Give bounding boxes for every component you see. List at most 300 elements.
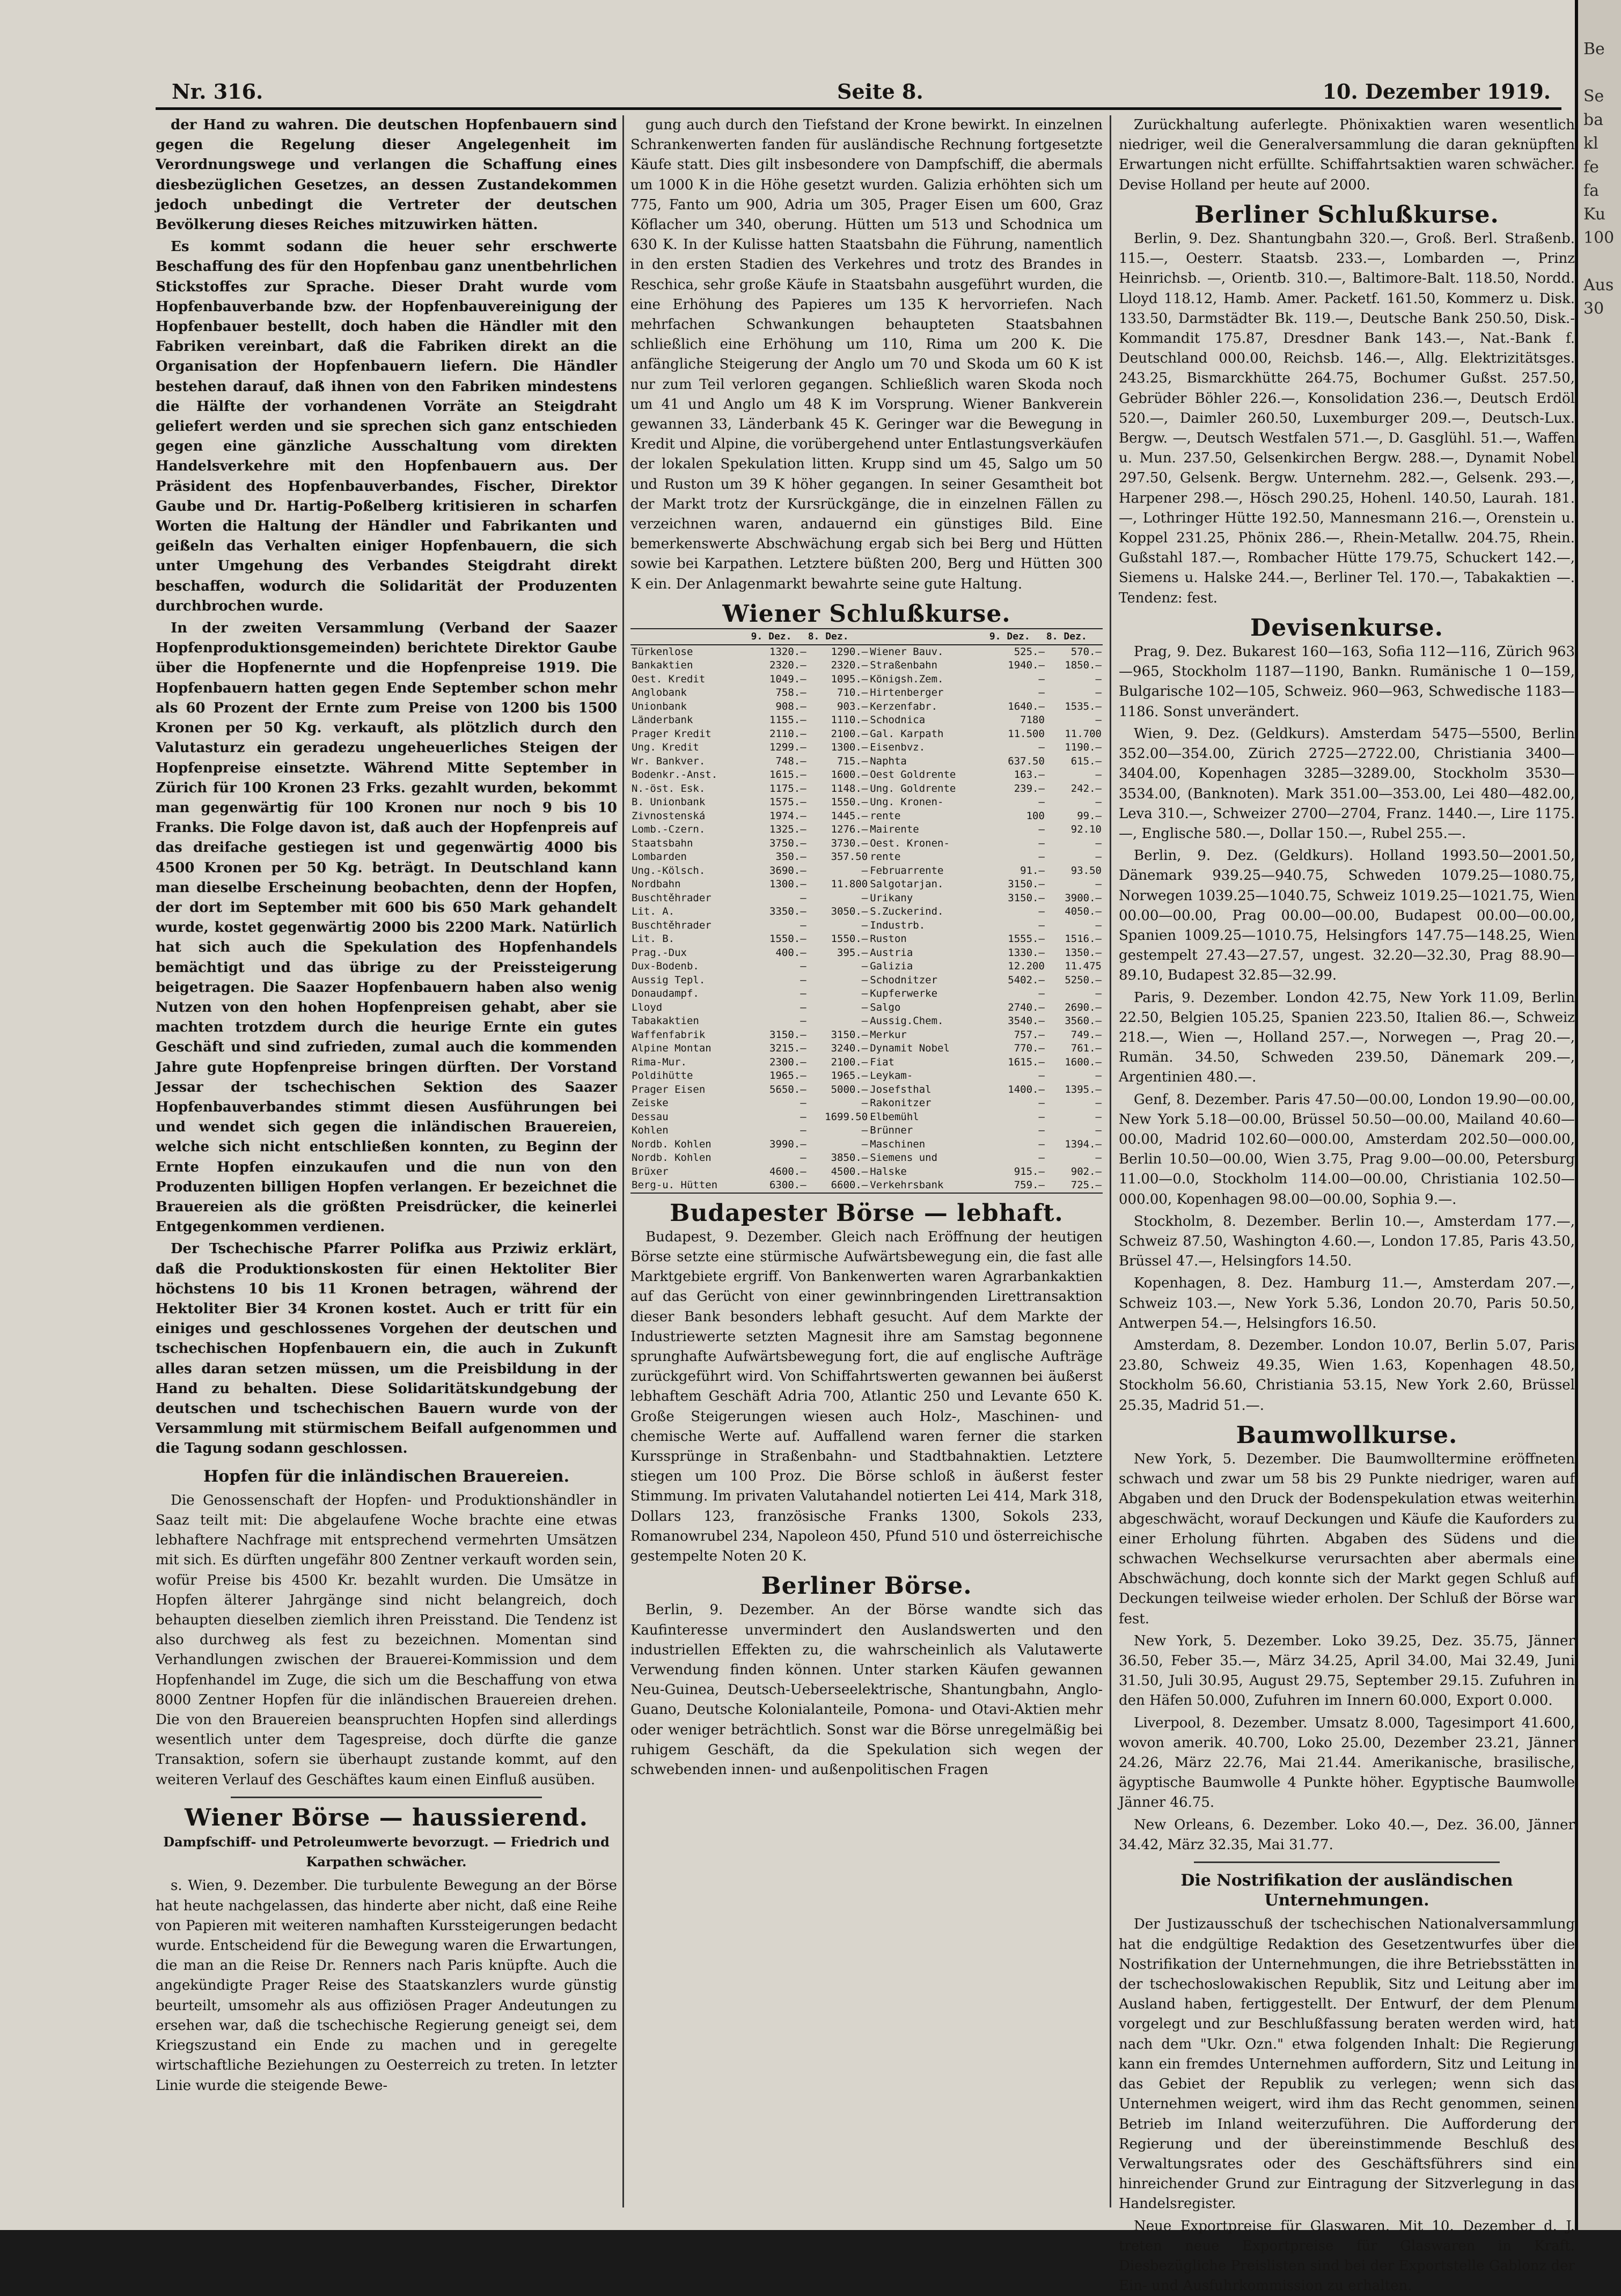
paragraph: Der Tschechische Pfarrer Polifka aus Prziwiz erklärt, daß die Produktionskosten für einen Hektoliter Bier höchstens 10 bis 11 Kronen betragen, während der Hektoliter Bier 34 Kronen kostet. Auch er tritt für ein einiges und geschlossenes Vorgehen der deutschen und tschechischen Hopfenbauern ein, die auch in Zukunft alles daran setzen müssen, um die Preisbildung in der Hand zu behalten. Diese Solidaritätskundgebung der deutschen und tschechischen Bauern wurde von der Versammlung mit stürmischem Beifall aufgenommen und die Tagung sodann geschlossen. xyxy=(156,1241,617,1457)
table-cell: 1850.— xyxy=(1065,659,1102,672)
table-cell: 1320.— xyxy=(769,645,806,658)
paragraph: New York, 5. Dezember. Die Baumwolltermine eröffneten schwach und zwar um 58 bis 29 Punkte niedriger, waren auf Abgaben und den Druck der Bodenspekulation etwas weiterhin abgeschwächt, worauf Deckungen und Käufe die Kauforders zu einer Erholung führten. Abgaben des Südens und die schwachen Wechselkurse verursachten aber abermals eine Abschwächung, doch konnte sich der Markt gegen Schluß auf Deckungen teilweise wieder erholen. Der Schluß der Börse war fest. xyxy=(1119,1451,1575,1627)
table-row xyxy=(630,987,1103,1001)
section-title: Baumwollkurse. xyxy=(1236,1421,1458,1449)
table-cell: 400.— xyxy=(775,946,806,959)
table-cell: Prag.-Dux xyxy=(632,946,687,959)
table-row xyxy=(630,686,1103,700)
table-cell: Aussig Tepl. xyxy=(632,974,706,986)
table-row xyxy=(630,1097,1103,1110)
table-cell: 1395.— xyxy=(1065,1083,1102,1095)
table-cell: 3850.— xyxy=(831,1152,868,1164)
table-cell: 3150.— xyxy=(1008,892,1045,904)
table-cell: Nordb. Kohlen xyxy=(632,1152,712,1164)
table-cell: Lit. B. xyxy=(632,933,675,945)
table-cell: 1940.— xyxy=(1008,659,1045,672)
table-cell: — xyxy=(800,1015,806,1027)
table-cell: 3150.— xyxy=(1008,878,1045,891)
table-cell: — xyxy=(861,1138,868,1150)
table-row xyxy=(630,1028,1103,1042)
paragraph: Die Genossenschaft der Hopfen- und Produktionshändler in Saaz teilt mit: Die abgelaufene Woche brachte eine etwas lebhaftere Nachfrage mit entsprechend vermehrten Umsätzen mit sich. Es dürften ungefähr 800 Zentner verkauft worden sein, wofür Preise bis 4500 Kr. bezahlt wurden. Die Umsätze in Hopfen älterer Jahrgänge sind nicht belangreich, doch behaupten dieselben ziemlich ihren Preisstand. Die Tendenz ist also durchweg als fest zu bezeichnen. Momentan sind Verhandlungen zwischen der Brauerei-Kommission und dem Hopfenhandel im Zuge, die sich um die Beschaffung von etwa 8000 Zentner Hopfen für die inländischen Brauereien drehen. Die von den Brauereien beanspruchten Hopfen sind allerdings wesentlich unter dem Tagespreise, doch dürfte die ganze Transaktion, sofern sie überhaupt zustande kommt, auf den weiteren Verlauf des Geschäftes kaum einen Einfluß ausüben. xyxy=(156,1492,617,1788)
table-cell: Bankaktien xyxy=(632,659,693,672)
table-cell: Buschtěhrader xyxy=(632,892,712,904)
table-cell: — xyxy=(1038,851,1045,863)
table-cell: — xyxy=(1095,1124,1102,1137)
table-cell: 3150.— xyxy=(831,1028,868,1041)
section-title: Budapester Börse — lebhaft. xyxy=(670,1199,1063,1227)
column-1 xyxy=(156,115,617,2207)
table-cell: — xyxy=(1038,1110,1045,1123)
table-cell: Dessau xyxy=(632,1110,669,1123)
table-cell: Mairente xyxy=(870,823,919,836)
table-cell: — xyxy=(861,1097,868,1109)
table-cell: 1615.— xyxy=(769,769,806,781)
table-cell: 748.— xyxy=(775,755,806,767)
table-cell: 5250.— xyxy=(1065,974,1102,986)
table-cell: — xyxy=(1038,687,1045,699)
table-cell: — xyxy=(1038,673,1045,685)
table-cell: 2100.— xyxy=(831,1056,868,1068)
table-cell: — xyxy=(861,1001,868,1013)
table-cell: Oest Goldrente xyxy=(870,769,956,781)
table-body xyxy=(630,645,1103,1193)
table-cell: Gal. Karpath xyxy=(870,727,944,740)
table-cell: Brünner xyxy=(870,1124,913,1137)
table-cell: Buschtěhrader xyxy=(632,919,712,931)
table-cell: 3050.— xyxy=(831,906,868,918)
table-cell: 395.— xyxy=(837,946,868,959)
paragraph: gung auch durch den Tiefstand der Krone bewirkt. In einzelnen Schrankenwerten fanden für ausländische Rechnung fortgesetzte Käufe statt. Dies gilt insbesondere von Dampfschiff, die abermals um 1000 K in die Höhe gesetzt wurden. Galizia erhöhten sich um 775, Fanto um 900, Adria um 305, Prager Eisen um 600, Graz Köflacher um 340, oberung. Hütten um 513 und Schodnica um 630 K. In der Kulisse hatten Staatsbahn die Führung, namentlich in den ersten Stadien des Verkehres und trotz des Brandes in Reschica, sehr große Käufe in Staatsbahn ausgeführt wurden, die eine Erhöhung des Papieres um 135 K hervorriefen. Nach mehrfachen Schwankungen behaupteten Staatsbahnen schließlich eine Erhöhung um 110, Rima um 200 K. Die anfängliche Steigerung der Anglo um 70 und Skoda um 60 K ist nur zum Teil verloren gegangen. Schließlich waren Skoda noch um 41 und Anglo um 48 K im Vorsprung. Wiener Bankverein gewannen 33, Länderbank 45 K. Geringer war die Bewegung in Kredit und Alpine, die vorübergehend unter Entlastungsverkäufen der lokalen Spekulation litten. Krupp sind um 45, Salgo um 50 und Ruston um 39 K höher gegangen. In seiner Gesamtheit bot der Markt trotz der Kursrückgänge, die in einzelnen Fällen zu verzeichnen waren, andauernd ein günstiges Bild. Eine bemerkenswerte Abschwächung ergab sich bei Berg und Hütten sowie bei Karpathen. Letztere büßten 200, Berg und Hütten 300 K ein. Der Anlagenmarkt bewahrte seine gute Haltung. xyxy=(630,117,1103,592)
paragraph: Berlin, 9. Dezember. An der Börse wandte sich das Kaufinteresse unvermindert den Auslandswerten und den industriellen Effekten zu, die wahrscheinlich als Valutawerte Verwendung finden können. Unter starken Käufen gewannen Neu-Guinea, Deutsch-Ueberseelektrische, Shantungbahn, Anglo-Guano, Deutsche Kolonialanteile, Pomona- und Otavi-Aktien mehr oder weniger beträchtlich. Sonst war die Börse unregelmäßig bei ruhigem Geschäft, da die Spekulation sich wegen der schwebenden innen- und außenpolitischen Fragen xyxy=(630,1602,1103,1778)
section-title: Wiener Börse — haussierend. xyxy=(185,1804,588,1831)
table-row xyxy=(630,864,1103,878)
table-cell: — xyxy=(1038,1124,1045,1137)
table-cell: 1445.— xyxy=(831,810,868,822)
table-row xyxy=(630,919,1103,933)
table-cell: — xyxy=(1038,1138,1045,1150)
issue-number: Nr. 316. xyxy=(172,79,263,104)
table-cell: — xyxy=(1038,741,1045,754)
table-cell: — xyxy=(1038,1152,1045,1164)
table-cell: B. Unionbank xyxy=(632,796,706,808)
table-cell: 1535.— xyxy=(1065,700,1102,712)
table-cell: 1400.— xyxy=(1008,1083,1045,1095)
table-cell: 3350.— xyxy=(769,906,806,918)
table-cell: 4050.— xyxy=(1065,906,1102,918)
table-cell: 93.50 xyxy=(1070,864,1102,877)
table-cell: 749.— xyxy=(1070,1028,1102,1041)
paragraph: Liverpool, 8. Dezember. Umsatz 8.000, Tagesimport 41.600, wovon amerik. 40.700, Loko 25.00, Dezember 23.21, Jänner 24.26, März 22.76, Mai 21.44. Amerikanische, brasilische, ägyptische Baumwolle 4 Punkte höher. Egyptische Baumwolle Jänner 46.75. xyxy=(1119,1714,1575,1811)
table-cell: — xyxy=(1038,796,1045,808)
table-cell: Siemens und xyxy=(870,1152,938,1164)
table-cell: Anglobank xyxy=(632,687,687,699)
table-cell: Schodnitzer xyxy=(870,974,938,986)
table-cell: Dux-Bodenb. xyxy=(632,960,699,973)
table-cell: 12.200 xyxy=(1008,960,1045,973)
table-cell: Leykam- xyxy=(870,1070,913,1082)
table-cell: — xyxy=(1038,919,1045,931)
table-cell: 1550.— xyxy=(769,933,806,945)
table-cell: — xyxy=(800,974,806,986)
table-cell: 99.— xyxy=(1077,810,1102,822)
paragraph: Genf, 8. Dezember. Paris 47.50—00.00, London 19.90—00.00, New York 5.18—00.00, Brüssel 50.50—00.00, Mailand 40.60—00.00, Madrid 102.60—000.00, Amsterdam 202.50—000.00, Berlin 10.50—00.00, Wien 3.75, Prag 9.00—00.00, Petersburg 11.00—0.0, Stockholm 114.00—00.00, Christiania 102.50—000.00, Kopenhagen 98.00—00.00, Sophia 9.—. xyxy=(1119,1091,1575,1208)
table-cell: 163.— xyxy=(1014,769,1045,781)
paragraph: Prag, 9. Dez. Bukarest 160—163, Sofia 112—116, Zürich 963—965, Stockholm 1187—1190, Bankn. Rumänische 1 0—159, Bulgarische 102—105, Schweiz. 960—963, Schwedische 1183—1186. Sonst unverändert. xyxy=(1119,644,1575,720)
table-row xyxy=(630,850,1103,864)
table-row xyxy=(630,892,1103,906)
table-cell: 1290.— xyxy=(831,645,868,658)
table-cell: — xyxy=(1095,1070,1102,1082)
table-cell: Galizia xyxy=(870,960,913,973)
table-cell: 2320.— xyxy=(769,659,806,672)
table-cell: Berg-u. Hütten xyxy=(632,1179,718,1191)
section-title: Wiener Schlußkurse. xyxy=(722,600,1011,628)
table-cell: 757.— xyxy=(1014,1028,1045,1041)
paragraph: Berlin, 9. Dez. (Geldkurs). Holland 1993.50—2001.50, Dänemark 939.25—940.75, Schweden 1079.25—1080.75, Norwegen 1039.25—1040.75, Schweiz 1019.25—1021.75, Wien 00.00—00.00, Prag 00.00—00.00, Budapest 00.00—00.00, Spanien 1009.25—1010.75, Helsingfors 147.75—148.25, Wien gestempelt 27.43—27.57, ungest. 32.20—32.30, Prag 88.90—89.10, Budapest 32.85—32.99. xyxy=(1119,848,1575,984)
table-cell: 4500.— xyxy=(831,1165,868,1178)
table-cell: Brüxer xyxy=(632,1165,669,1178)
table-cell: 2740.— xyxy=(1008,1001,1045,1013)
table-cell: Donaudampf. xyxy=(632,988,699,1000)
table-cell: Wiener Bauv. xyxy=(870,645,944,658)
table-row xyxy=(630,837,1103,851)
table-cell: Salgo xyxy=(870,1001,901,1013)
hops-report-bold xyxy=(156,115,617,1459)
table-cell: Alpine Montan xyxy=(632,1042,712,1055)
paragraph: New York, 5. Dezember. Loko 39.25, Dez. 35.75, Jänner 36.50, Feber 35.—, März 34.25, April 34.00, Mai 32.49, Juni 31.50, Juli 30.95, August 29.75, September 29.15. Zufuhren in den Häfen 50.000, Zufuhren im Innern 60.000, Export 0.000. xyxy=(1119,1632,1575,1709)
table-cell: 239.— xyxy=(1014,782,1045,794)
table-cell: 915.— xyxy=(1014,1165,1045,1178)
table-cell: — xyxy=(1038,823,1045,836)
paragraph: der Hand zu wahren. Die deutschen Hopfenbauern sind gegen die Regelung dieser Angelegenheit im Verordnungswege und verlangen die Schaffung eines diesbezüglichen Gesetzes, an dessen Zustandekommen jedoch unbedingt die Vertreter der deutschen Bevölkerung dieses Reiches mitzuwirken hätten. xyxy=(156,117,617,233)
table-row xyxy=(630,932,1103,946)
table-cell: 2690.— xyxy=(1065,1001,1102,1013)
table-cell: Nordb. Kohlen xyxy=(632,1138,712,1150)
table-cell: 242.— xyxy=(1070,782,1102,794)
table-row xyxy=(630,1110,1103,1124)
table-cell: 1640.— xyxy=(1008,700,1045,712)
table-cell: 1300.— xyxy=(831,741,868,754)
table-cell: Halske xyxy=(870,1165,907,1178)
table-cell: 1575.— xyxy=(769,796,806,808)
table-cell: — xyxy=(861,919,868,931)
table-row xyxy=(630,960,1103,974)
table-cell: Urikany xyxy=(870,892,913,904)
table-cell: 2110.— xyxy=(769,727,806,740)
table-cell: — xyxy=(1095,714,1102,726)
table-cell: — xyxy=(861,988,868,1000)
table-cell: — xyxy=(1038,1097,1045,1109)
table-cell: — xyxy=(861,1015,868,1027)
table-cell: 3990.— xyxy=(769,1138,806,1150)
table-row xyxy=(630,755,1103,769)
table-cell: 1148.— xyxy=(831,782,868,794)
table-cell: — xyxy=(1038,837,1045,849)
paragraph: New Orleans, 6. Dezember. Loko 40.—, Dez. 36.00, Jänner 34.42, März 32.35, Mai 31.77. xyxy=(1119,1816,1575,1853)
table-cell: Königsh.Zem. xyxy=(870,673,944,685)
paragraph: In der zweiten Versammlung (Verband der Saazer Hopfenproduktionsgemeinden) berichtete Direktor Gaube über die Hopfenernte und die Hopfenpreise 1919. Die Hopfenbauern hatten gegen Ende September schon mehr als 60 Prozent der Ernte zum Preise von 1200 bis 1500 Kronen per 50 Kg. verkauft, als plötzlich durch den Valutasturz ein geradezu ungeheuerliches Steigen der Hopfenpreise einsetzte. Während Mitte September in Zürich für 100 Kronen 23 Frks. gezahlt wurden, bekommt man gegenwärtig für 100 Kronen nur noch 9 bis 10 Franks. Die Folge davon ist, daß auch der Hopfenpreis auf das dreifache gestiegen ist und gegenwärtig 4000 bis 4500 Kronen per 50 Kg. beträgt. In Deutschland kann man dieselbe Erscheinung beobachten, denn der Hopfen, der dort im September mit 600 bis 650 Mark gehandelt wurde, kostet gegenwärtig 2000 bis 2200 Mark. Natürlich hat sich auch die Spekulation des Hopfenhandels bemächtigt und das übrige zu der Preissteigerung beigetragen. Die Saazer Hopfenbauern haben also wenig Nutzen von den hohen Hopfenpreisen gehabt, aber sie machten trotzdem durch die heurige Ernte ein gutes Geschäft und sind zufrieden, zumal auch die kommenden Jahre gute Hopfenpreise bringen dürften. Der Vorstand Jessar der tschechischen Sektion des Saazer Hopfenbauverbandes stimmt diesen Ausführungen bei und wendet sich gegen die inländischen Brauereien, welche sich nicht entschließen konnten, zu Beginn der Ernte Hopfen einzukaufen und die nun von den Produzenten billigen Hopfen verlangen. Er bezeichnet die Brauereien als die größten Preisdrücker, die keinerlei Entgegenkommen verdienen. xyxy=(156,620,617,1235)
table-cell: Maschinen xyxy=(870,1138,926,1150)
table-cell: 1190.— xyxy=(1065,741,1102,754)
table-cell: Schodnica xyxy=(870,714,926,726)
table-cell: 3560.— xyxy=(1065,1015,1102,1027)
table-cell: 350.— xyxy=(775,851,806,863)
table-row xyxy=(630,659,1103,673)
table-row xyxy=(630,946,1103,960)
table-row xyxy=(630,1179,1103,1193)
column-3 xyxy=(1119,115,1575,2294)
table-header-cell: 8. Dez. xyxy=(808,629,869,645)
table-cell: 5402.— xyxy=(1008,974,1045,986)
table-cell: 357.50 xyxy=(831,851,868,863)
table-cell: Ung. Goldrente xyxy=(870,782,956,794)
table-cell: Lit. A. xyxy=(632,906,675,918)
table-row xyxy=(630,645,1103,659)
table-cell: — xyxy=(1095,851,1102,863)
table-cell: 1299.— xyxy=(769,741,806,754)
table-cell: — xyxy=(1038,906,1045,918)
table-cell: S.Zuckerind. xyxy=(870,906,944,918)
table-cell: — xyxy=(800,892,806,904)
table-cell: 3730.— xyxy=(831,837,868,849)
table-cell: — xyxy=(861,974,868,986)
table-row xyxy=(630,796,1103,810)
table-cell: 11.800 xyxy=(831,878,868,891)
column-2 xyxy=(630,115,1103,2207)
table-cell: Oest. Kredit xyxy=(632,673,706,685)
table-cell: — xyxy=(1095,796,1102,808)
table-cell: Merkur xyxy=(870,1028,907,1041)
table-cell: rente xyxy=(870,851,901,863)
table-row xyxy=(630,1151,1103,1165)
table-row xyxy=(630,878,1103,892)
wiener-schlusskurse-table xyxy=(630,629,1103,1193)
table-cell: — xyxy=(1095,1152,1102,1164)
table-cell: — xyxy=(1095,878,1102,891)
table-row xyxy=(630,823,1103,837)
table-cell: Naphta xyxy=(870,755,907,767)
table-cell: 1155.— xyxy=(769,714,806,726)
section-title: Die Nostrifikation der ausländischen Unternehmungen. xyxy=(1180,1871,1513,1910)
table-cell: 1699.50 xyxy=(825,1110,868,1123)
table-cell: Verkehrsbank xyxy=(870,1179,944,1191)
table-cell: 710.— xyxy=(837,687,868,699)
table-cell: — xyxy=(1038,988,1045,1000)
table-cell: — xyxy=(1038,1070,1045,1082)
table-row xyxy=(630,768,1103,782)
table-cell: 1965.— xyxy=(831,1070,868,1082)
table-cell: 2320.— xyxy=(831,659,868,672)
table-cell: 903.— xyxy=(837,700,868,712)
paragraph: Kopenhagen, 8. Dez. Hamburg 11.—, Amsterdam 207.—, Schweiz 103.—, New York 5.36, London 20.70, Paris 50.50, Antwerpen 54.—, Helsingfors 16.50. xyxy=(1119,1275,1575,1331)
table-cell: 759.— xyxy=(1014,1179,1045,1191)
table-cell: 3150.— xyxy=(769,1028,806,1041)
table-cell: 570.— xyxy=(1070,645,1102,658)
table-cell: — xyxy=(1095,837,1102,849)
table-cell: 1350.— xyxy=(1065,946,1102,959)
table-cell: Lombarden xyxy=(632,851,687,863)
table-cell: Zeiske xyxy=(632,1097,669,1109)
table-cell: 3690.— xyxy=(769,864,806,877)
table-cell: — xyxy=(800,919,806,931)
table-cell: Oest. Kronen- xyxy=(870,837,950,849)
table-row xyxy=(630,782,1103,796)
table-cell: Ung. Kronen- xyxy=(870,796,944,808)
paragraph: Amsterdam, 8. Dezember. London 10.07, Berlin 5.07, Paris 23.80, Schweiz 49.35, Wien 1.63, Kopenhagen 48.50, Stockholm 56.60, Christiania 53.15, New York 2.60, Brüssel 25.35, Madrid 51.—. xyxy=(1119,1337,1575,1414)
table-cell: Dynamit Nobel xyxy=(870,1042,950,1055)
table-cell: 3750.— xyxy=(769,837,806,849)
table-row xyxy=(630,905,1103,919)
table-cell: 11.500 xyxy=(1008,727,1045,740)
table-cell: 2300.— xyxy=(769,1056,806,1068)
table-cell: 908.— xyxy=(775,700,806,712)
table-row xyxy=(630,713,1103,727)
table-cell: 11.475 xyxy=(1065,960,1102,973)
table-cell: 4600.— xyxy=(769,1165,806,1178)
table-cell: — xyxy=(800,988,806,1000)
paragraph: Berlin, 9. Dez. Shantungbahn 320.—, Groß. Berl. Straßenb. 115.—, Oesterr. Staatsb. 233.—, Lombarden —, Prinz Heinrichsb. —, Orientb. 310.—, Baltimore-Balt. 118.50, Nordd. Lloyd 118.12, Hamb. Amer. Packetf. 161.50, Kommerz u. Disk. 133.50, Darmstädter Bk. 119.—, Deutsche Bank 250.50, Disk.-Kommandit 175.87, Dresdner Bank 143.—, Nat.-Bank f. Deutschland 000.00, Reichsb. 146.—, Allg. Elektrizitätsges. 243.25, Bismarckhütte 264.75, Bochumer Gußst. 257.50, Gebrüder Böhler 226.—, Konsolidation 236.—, Deutsch Erdöl 520.—, Daimler 260.50, Luxemburger 209.—, Deutsch-Lux. Bergw. —, Deutsch Westfalen 571.—, D. Gasglühl. 51.—, Waffen u. Mun. 237.50, Gelsenkirchen Bergw. 288.—, Dynamit Nobel 297.50, Gelsenk. Bergw. Unternehm. 282.—, Gelsenk. 293.—, Harpener 298.—, Hösch 290.25, Hohenl. 140.50, Laurah. 181.—, Lothringer Hütte 192.50, Mannesmann 216.—, Orenstein u. Koppel 231.25, Phönix 286.—, Rhein-Metallw. 204.75, Rhein. Gußstahl 187.—, Rombacher Hütte 179.75, Schuckert 142.—, Siemens u. Halske 244.—, Berliner Tel. 170.—, Tabakaktien —. Tendenz: fest. xyxy=(1119,231,1575,606)
table-cell: Ruston xyxy=(870,933,907,945)
table-cell: Prager Eisen xyxy=(632,1083,706,1095)
table-row xyxy=(630,1056,1103,1070)
quotes-table-wrap xyxy=(630,628,1103,1194)
table-cell: Rima-Mur. xyxy=(632,1056,687,1068)
table-cell: 6300.— xyxy=(769,1179,806,1191)
table-cell: Industrb. xyxy=(870,919,926,931)
table-cell: 637.50 xyxy=(1008,755,1045,767)
table-row xyxy=(630,673,1103,687)
table-cell: — xyxy=(800,960,806,973)
paragraph: Stockholm, 8. Dezember. Berlin 10.—, Amsterdam 177.—, Schweiz 87.50, Washington 4.60.—, London 17.85, Paris 43.50, Brüssel 47.—, Helsingfors 14.50. xyxy=(1119,1213,1575,1270)
table-cell: Unionbank xyxy=(632,700,687,712)
table-cell: 3900.— xyxy=(1065,892,1102,904)
table-cell: 525.— xyxy=(1014,645,1045,658)
paragraph: Paris, 9. Dezember. London 42.75, New York 11.09, Berlin 22.50, Belgien 105.25, Spanien 223.50, Italien 86.—, Schweiz 218.—, Wien —, Holland 257.—, Norwegen —, Prag 20.—, Rumän. 34.50, Schweden 239.50, Dänemark 209.—, Argentinien 480.—. xyxy=(1119,989,1575,1086)
table-cell: 1095.— xyxy=(831,673,868,685)
table-row xyxy=(630,1069,1103,1083)
table-row xyxy=(630,741,1103,755)
table-cell: 6600.— xyxy=(831,1179,868,1191)
table-cell: 1550.— xyxy=(831,933,868,945)
table-cell: — xyxy=(800,1110,806,1123)
table-cell: Prager Kredit xyxy=(632,727,712,740)
table-cell: Kerzenfabr. xyxy=(870,700,938,712)
table-cell: Ung.-Kölsch. xyxy=(632,864,706,877)
table-cell: Kohlen xyxy=(632,1124,669,1137)
section-title: Hopfen für die inländischen Brauereien. xyxy=(203,1467,570,1486)
table-cell: Eisenbvz. xyxy=(870,741,926,754)
adjacent-page-edge xyxy=(1575,0,1621,2230)
table-cell: Kupferwerke xyxy=(870,988,938,1000)
table-cell: 902.— xyxy=(1070,1165,1102,1178)
table-cell: Hirtenberger xyxy=(870,687,944,699)
table-cell: 1325.— xyxy=(769,823,806,836)
table-cell: 1974.— xyxy=(769,810,806,822)
table-cell: Poldihütte xyxy=(632,1070,693,1082)
table-cell: Josefsthal xyxy=(870,1083,931,1095)
table-cell: Rakonitzer xyxy=(870,1097,931,1109)
table-cell: 100 xyxy=(1026,810,1045,822)
table-cell: 5650.— xyxy=(769,1083,806,1095)
table-cell: 1175.— xyxy=(769,782,806,794)
section-title: Berliner Börse. xyxy=(761,1572,972,1600)
table-cell: — xyxy=(861,1124,868,1137)
table-cell: 2100.— xyxy=(831,727,868,740)
table-cell: 91.— xyxy=(1020,864,1045,877)
table-cell: Aussig.Chem. xyxy=(870,1015,944,1027)
table-row xyxy=(630,1124,1103,1138)
table-cell: Fiat xyxy=(870,1056,894,1068)
table-row xyxy=(630,974,1103,988)
table-cell: 715.— xyxy=(837,755,868,767)
table-cell: Lloyd xyxy=(632,1001,663,1013)
table-cell: 1965.— xyxy=(769,1070,806,1082)
page-header xyxy=(156,75,1561,110)
paragraph: s. Wien, 9. Dezember. Die turbulente Bewegung an der Börse hat heute nachgelassen, das hinderte aber nicht, daß eine Reihe von Papieren mit weiteren namhaften Kurssteigerungen bedacht wurde. Entscheidend für die Bewegung waren die Erwartungen, die man an die Reise Dr. Renners nach Paris knüpfte. Auch die angekündigte Prager Reise des Staatskanzlers wurde günstig beurteilt, umsomehr als aus offiziösen Prager Andeutungen zu ersehen war, daß die tschechische Regierung geneigt sei, dem Kriegszustand ein Ende zu machen und in geregelte wirtschaftliche Beziehungen zu Oesterreich zu treten. In letzter Linie wurde die steigende Bewe- xyxy=(156,1878,617,2094)
table-cell: Länderbank xyxy=(632,714,693,726)
table-cell: 1600.— xyxy=(1065,1056,1102,1068)
table-cell: 1110.— xyxy=(831,714,868,726)
table-cell: rente xyxy=(870,810,901,822)
paragraph: Der Justizausschuß der tschechischen Nationalversammlung hat die endgültige Redaktion des Gesetzentwurfes über die Nostrifikation der Unternehmungen, die ihre Betriebsstätten in der tschechoslowakischen Republik, Sitz und Leitung aber im Ausland haben, fertiggestellt. Der Entwurf, der dem Plenum vorgelegt und zur Beschlußfassung beraten werden wird, hat nach dem "Ukr. Ozn." etwa folgenden Inhalt: Die Regierung kann ein fremdes Unternehmen auffordern, Sitz und Leitung in das Gebiet der Republik zu verlegen; wenn sich das Unternehmen weigert, wird ihm das Recht genommen, seinen Betrieb im Inland weiterzuführen. Die Aufforderung der Regierung und der übereinstimmende Beschluß des Verwaltungsrates oder des Geschäftsführers sind ein hinreichender Grund zur Eintragung der Sitzverlegung in das Handelsregister. xyxy=(1119,1916,1575,2212)
table-cell: 1550.— xyxy=(831,796,868,808)
table-row xyxy=(630,1042,1103,1056)
table-cell: 1330.— xyxy=(1008,946,1045,959)
table-cell: — xyxy=(861,960,868,973)
page-number: Seite 8. xyxy=(837,79,923,104)
table-cell: 1394.— xyxy=(1065,1138,1102,1150)
table-row xyxy=(630,1165,1103,1179)
table-header-cell xyxy=(869,629,989,645)
table-cell: — xyxy=(1095,673,1102,685)
divider xyxy=(1194,1861,1500,1863)
table-cell: 1555.— xyxy=(1008,933,1045,945)
table-cell: 615.— xyxy=(1070,755,1102,767)
table-cell: — xyxy=(1095,1110,1102,1123)
table-cell: 770.— xyxy=(1014,1042,1045,1055)
section-subtitle: Dampfschiff- und Petroleumwerte bevorzugt. — Friedrich und Karpathen schwächer. xyxy=(163,1834,610,1870)
table-cell: 7180 xyxy=(1020,714,1045,726)
table-cell: Türkenlose xyxy=(632,645,693,658)
table-cell: — xyxy=(861,892,868,904)
table-cell: 11.700 xyxy=(1065,727,1102,740)
table-row xyxy=(630,1083,1103,1097)
column-rule xyxy=(622,115,624,2207)
table-cell: — xyxy=(1095,687,1102,699)
table-cell: 92.10 xyxy=(1070,823,1102,836)
table-cell: — xyxy=(800,1001,806,1013)
table-cell: 761.— xyxy=(1070,1042,1102,1055)
paragraph: Es kommt sodann die heuer sehr erschwerte Beschaffung des für den Hopfenbau ganz unentbehrlichen Stickstoffes zur Sprache. Dieser Draht wurde vom Hopfenbauverbande bzw. der Hopfenbauvereinigung der Hopfenbauer bestellt, doch haben die Händler mit den Fabriken vereinbart, daß die Fabriken direkt an die Organisation der Hopfenbauern liefern. Die Händler bestehen darauf, daß ihnen von den Fabriken mindestens die Hälfte der vorhandenen Vorräte an Steigdraht geliefert werden und sie sprechen sich ganz entschieden gegen eine gänzliche Ausschaltung vom direkten Handelsverkehre mit den Hopfenbauern aus. Der Präsident des Hopfenbauverbandes, Fischer, Direktor Gaube und Dr. Hartig-Poßelberg kritisieren in scharfen Worten die Haltung der Händler und Fabrikanten und geißeln das Verhalten einiger Hopfenbauern, die sich unter Umgehung des Verbandes Steigdraht direkt beschaffen, wodurch die Solidarität der Produzenten durchbrochen wurde. xyxy=(156,239,617,614)
table-cell: Bodenkr.-Anst. xyxy=(632,769,718,781)
table-row xyxy=(630,1138,1103,1152)
table-cell: Waffenfabrik xyxy=(632,1028,706,1041)
table-row xyxy=(630,727,1103,741)
paragraph: Budapest, 9. Dezember. Gleich nach Eröffnung der heutigen Börse setzte eine stürmische Aufwärtsbewegung ein, die fast alle Marktgebiete ergriff. Von Bankenwerten waren Agrarbankaktien auf das Gerücht von einer gewinnbringenden Lirettransaktion dieser Bank besonders lebhaft gesucht. Auf dem Markte der Industriewerte setzten Magnesit ihre am Samstag begonnene sprunghafte Aufwärtsbewegung fort, die auf englische Aufträge zurückgeführt wird. Von Schiffahrtswerten gewannen bei äußerst lebhaftem Geschäft Adria 700, Atlantic 250 und Levante 650 K. Große Steigerungen wiesen auch Holz-, Maschinen- und chemische Werte auf. Auffallend waren ferner die starken Kurssprünge in Straßenbahn- und Stadtbahnaktien. Letztere stiegen um 100 Proz. Die Börse schloß in äußerst fester Stimmung. Im privaten Valutahandel notierten Lei 414, Mark 318, Dollars 123, französische Franks 1300, Sokols 233, Romanowrubel 234, Napoleon 450, Pfund 510 und österreichische gestempelte Noten 20 K. xyxy=(630,1228,1103,1565)
table-header-cell: 8. Dez. xyxy=(1046,629,1103,645)
table-cell: Februarrente xyxy=(870,864,944,877)
table-cell: Staatsbahn xyxy=(632,837,693,849)
table-cell: Lomb.-Czern. xyxy=(632,823,706,836)
table-cell: 3215.— xyxy=(769,1042,806,1055)
table-cell: — xyxy=(800,1097,806,1109)
table-header-cell: 9. Dez. xyxy=(751,629,808,645)
table-cell: 725.— xyxy=(1070,1179,1102,1191)
section-title: Devisenkurse. xyxy=(1250,614,1443,642)
table-cell: 1600.— xyxy=(831,769,868,781)
table-cell: 1300.— xyxy=(769,878,806,891)
table-cell: Tabakaktien xyxy=(632,1015,699,1027)
